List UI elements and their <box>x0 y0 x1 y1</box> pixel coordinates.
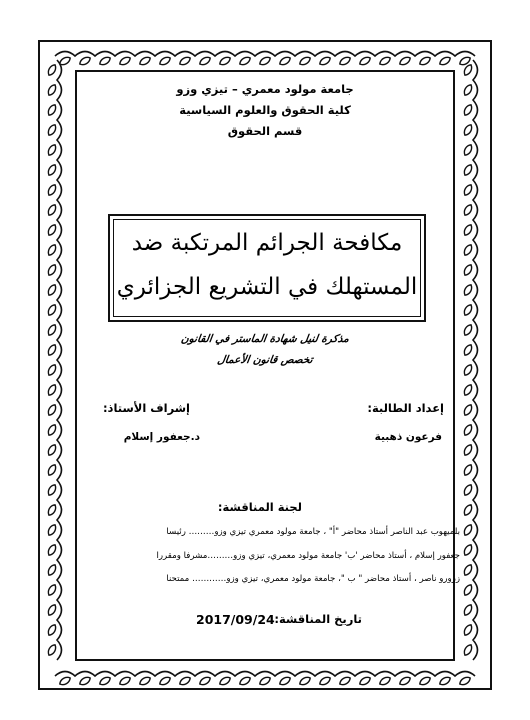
thesis-title-box <box>108 214 426 322</box>
faculty-name: كلية الحقوق والعلوم السياسية <box>179 103 351 117</box>
committee-member-supervisor: جعفور إسلام ، أستاذ محاضر 'ب' جامعة مولود معمري، تيزي وزو………مشرفا ومقررا <box>156 551 460 561</box>
committee-member-examiner: زرورو ناصر ، أستاذ محاضر " ب "، جامعة مولود معمري، تيزي وزو………… ممتحنا <box>166 574 460 584</box>
thesis-title-line-2: المستهلك في التشريع الجزائري <box>116 274 418 300</box>
committee-title: لجنة المناقشة: <box>217 500 302 514</box>
thesis-title-line-1: مكافحة الجرائم المرتكبة ضد <box>131 230 403 256</box>
department-name: قسم الحقوق <box>227 124 303 138</box>
student-name: فرعون ذهبية <box>374 431 442 443</box>
supervisor-name: د.جعفور إسلام <box>123 431 200 443</box>
university-name: جامعة مولود معمري – تيزي وزو <box>176 82 354 96</box>
specialization: تخصص قانون الأعمال <box>216 354 314 366</box>
defense-date-value: 2017/09/24 <box>196 612 275 627</box>
prepared-by-label: إعداد الطالبة: <box>367 401 444 415</box>
degree-statement: مذكرة لنيل شهادة الماستر في القانون <box>180 333 350 345</box>
committee-member-president: بلميهوب عبد الناصر أستاذ محاضر "أ" ، جامعة مولود معمري تيزي وزو……… رئيسا <box>166 527 460 537</box>
defense-date-label: تاريخ المناقشة: <box>274 612 362 626</box>
supervisor-label: إشراف الأستاذ: <box>102 401 190 415</box>
